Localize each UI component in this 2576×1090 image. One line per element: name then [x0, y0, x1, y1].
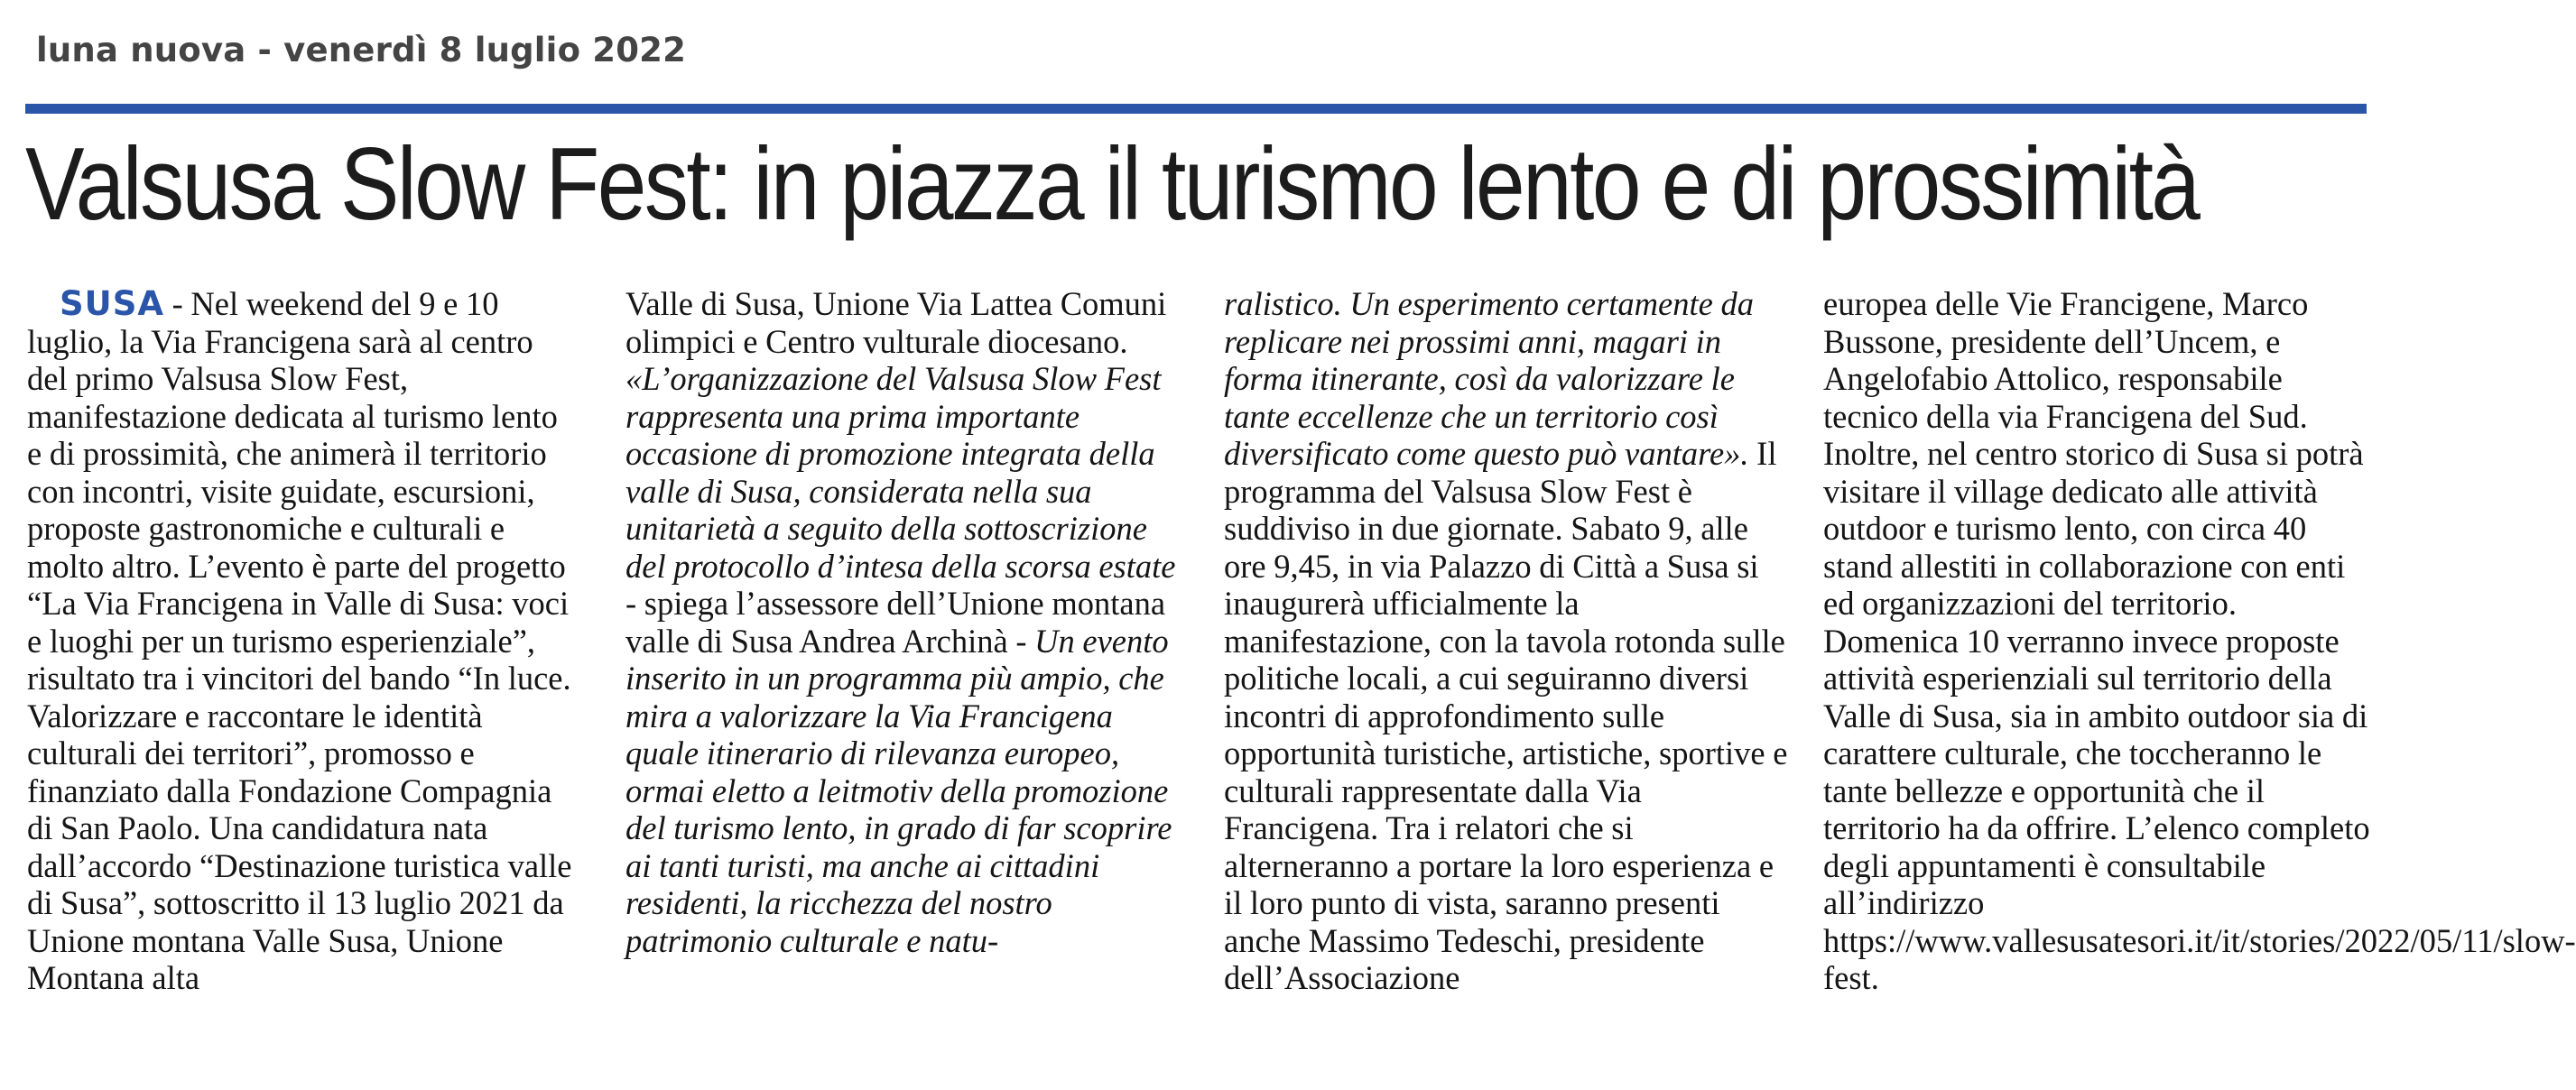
article-quote-2: Un evento inserito in un programma più ampio, che mira a valorizzare la Via Francigena quale itinerario di rilevanza europeo, ormai eletto a leitmotiv della promozione del turismo lento, in grado di far scoprire ai tanti turisti, ma anche ai cittadini residenti, la ricchezza del nostro patrimonio culturale e natu- [625, 622, 1172, 959]
header-rule [25, 104, 2367, 114]
article-text-3b: Il programma del Valsusa Slow Fest è suddiviso in due giornate. Sabato 9, alle ore 9,45, in via Palazzo di Città a Susa si inaugurerà ufficialmente la manifestazione, con la tavola rotonda sulle politiche locali, a cui seguiranno diversi incontri di approfondimento sulle opportunità turistiche, artistiche, sportive e culturali rappresentate dalla Via Francigena. Tra i relatori che si alterneranno a portare la loro esperienza e il loro punto di vista, saranno presenti anche Massimo Tedeschi, presidente dell’Associazione [1224, 435, 1788, 996]
article-column-1 [27, 285, 578, 997]
article-text-1: - Nel weekend del 9 e 10 luglio, la Via Francigena sarà al centro del primo Valsusa Slow Fest, manifestazione dedicata al turismo lento e di prossimità, che animerà il territorio con incontri, visite guidate, escursioni, proposte gastronomiche e culturali e molto altro. L’evento è parte del progetto “La Via Francigena in Valle di Susa: voci e luoghi per un turismo esperienziale”, risultato tra i vincitori del bando “In luce. Valorizzare e raccontare le identità culturali dei territori”, promosso e finanziato dalla Fondazione Compagnia di San Paolo. Una candidatura nata dall’accordo “Destinazione turistica valle di Susa”, sottoscritto il 13 luglio 2021 da Unione montana Valle Susa, Unione Montana alta [27, 285, 572, 996]
article-column-3 [1224, 285, 1788, 997]
article-quote-3: ralistico. Un esperimento certamente da replicare nei prossimi anni, magari in forma itinerante, così da valorizzare le tante eccellenze che un territorio così diversificato come questo può vantare». [1224, 285, 1754, 472]
article-headline: Valsusa Slow Fest: in piazza il turismo lento e di prossimità [25, 127, 2199, 242]
article-text-2a: Valle di Susa, Unione Via Lattea Comuni olimpici e Centro vulturale diocesano. [625, 285, 1167, 360]
article-column-2 [625, 285, 1190, 959]
article-text-2c: - spiega l’assessore dell’Unione montana valle di Susa Andrea Archinà - [625, 585, 1166, 660]
masthead-date: luna nuova - venerdì 8 luglio 2022 [36, 31, 687, 69]
dateline: SUSA [60, 284, 164, 323]
article-text-4: europea delle Vie Francigene, Marco Bussone, presidente dell’Uncem, e Angelofabio Attolico, responsabile tecnico della via Francigena del Sud. Inoltre, nel centro storico di Susa si potrà visitare il village dedicato alle attività outdoor e turismo lento, con circa 40 stand allestiti in collaborazione con enti ed organizzazioni del territorio. Domenica 10 verranno invece proposte attività esperienziali sul territorio della Valle di Susa, sia in ambito outdoor sia di carattere culturale, che toccheranno le tante bellezze e opportunità che il territorio ha da offrire. L’elenco completo degli appuntamenti è consultabile all’indirizzo https://www.vallesusatesori.it/it/stories/2022/05/11/slow-fest. [1823, 285, 2576, 996]
article-quote-1: «L’organizzazione del Valsusa Slow Fest rappresenta una prima importante occasione di promozione integrata della valle di Susa, considerata nella sua unitarietà a seguito della sottoscrizione del protocollo d’intesa della scorsa estate [625, 360, 1176, 585]
article-column-4 [1823, 285, 2576, 997]
